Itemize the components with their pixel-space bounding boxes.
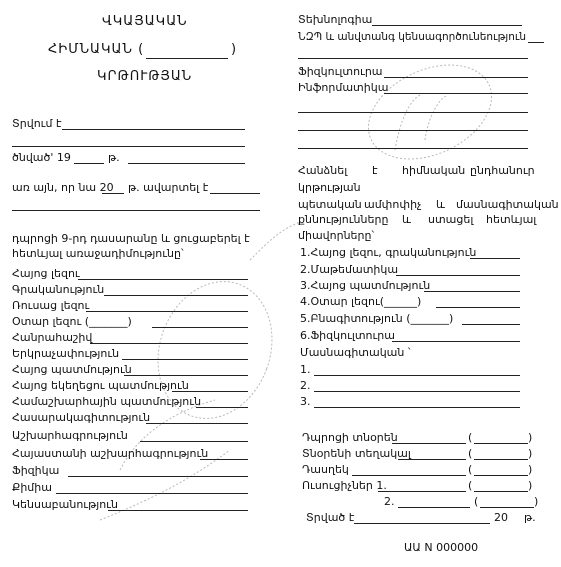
specialized-1: 1.	[300, 363, 311, 376]
exam-text-3c: և	[436, 198, 445, 211]
teacher-2-name-line	[480, 507, 534, 508]
title-line-3: ԿՐԹՈՒԹՅԱՆ	[97, 69, 193, 84]
exam-3: 3.Հայոց պատմություն	[300, 279, 431, 292]
exam-6-line	[392, 341, 520, 342]
subject-left-2: Գրականություն	[12, 283, 105, 296]
subject-left-4-line	[152, 327, 248, 328]
specialized-3-line	[314, 407, 520, 408]
exam-text-5: միավորները՝	[298, 229, 375, 242]
subject-left-15: Կենսաբանություն	[12, 498, 118, 511]
subject-left-8: Հայոց եկեղեցու պատմություն	[12, 379, 189, 392]
exam-text-3d: մասնագիտական	[456, 198, 559, 211]
exam-2-line	[396, 275, 520, 276]
born-year-suffix: թ.	[108, 151, 120, 164]
class-teacher-name-line	[474, 475, 528, 476]
teacher-1-line	[378, 491, 466, 492]
subject-left-11: Աշխարհագրություն	[12, 429, 128, 442]
exam-text-1c: հիմնական	[402, 164, 466, 177]
exam-text-4a: քննությունները	[298, 213, 389, 226]
title-line-2-suffix: )	[231, 42, 238, 57]
subject-right-4: Ինֆորմատիկա	[298, 81, 389, 94]
class-teacher-label: Դասղեկ	[302, 463, 349, 476]
director-label: Դպրոցի տնօրեն	[302, 431, 398, 444]
exam-4-line	[436, 307, 520, 308]
exam-1-line	[470, 258, 520, 259]
subject-left-6: Երկրաչափություն	[12, 347, 120, 360]
subject-right-2: ՆԶՊ և անվտանգ կենսագործունեություն	[298, 31, 527, 43]
subject-left-14-line	[56, 493, 248, 494]
subject-left-13: Ֆիզիկա	[12, 464, 60, 477]
school-name-line	[12, 210, 260, 211]
subject-left-4: Օտար լեզու (_______)	[12, 315, 132, 328]
issued-year-suffix: թ.	[524, 511, 536, 524]
deputy-paren-open: (	[468, 447, 473, 460]
results-intro-2: հետևյալ առաջադիմությունը՝	[12, 247, 184, 260]
subject-left-3-line	[86, 311, 248, 312]
specialized-2-line	[314, 391, 520, 392]
serial-number: ԱԱ N 000000	[404, 541, 479, 554]
subject-left-1-line	[78, 279, 248, 280]
subject-right-2-line-2	[298, 58, 528, 59]
finished-year-line	[102, 193, 124, 194]
finished-label: առ այն, որ նա 20	[12, 181, 114, 194]
subject-left-6-line	[122, 359, 248, 360]
born-label: ծնված' 19	[12, 151, 71, 164]
subject-left-1: Հայոց լեզու	[12, 267, 80, 280]
extra-subject-line-3	[298, 148, 528, 149]
issued-year-prefix: 20	[494, 511, 508, 524]
subject-left-10-line	[146, 423, 248, 424]
teacher-2-paren-open: (	[474, 495, 479, 508]
teacher-1-paren-close: )	[528, 479, 533, 492]
subject-left-15-line	[108, 510, 248, 511]
issued-to-line-2	[12, 146, 245, 147]
teachers-label: Ուսուցիչներ 1.	[302, 479, 387, 492]
born-line-end	[128, 163, 245, 164]
teacher-1-paren-open: (	[468, 479, 473, 492]
director-paren-open: (	[468, 431, 473, 444]
finished-line-end	[210, 193, 260, 194]
director-name-line	[474, 443, 528, 444]
class-teacher-paren-open: (	[468, 463, 473, 476]
specialized-2: 2.	[300, 379, 311, 392]
extra-subject-line-2	[298, 130, 528, 131]
issued-to-label: Տրվում է	[12, 117, 62, 130]
title-line-1: ՎԿԱՅԱԿԱՆ	[102, 14, 188, 29]
deputy-paren-close: )	[528, 447, 533, 460]
deputy-label: Տնօրենի տեղակալ	[302, 447, 411, 460]
subject-right-1-line	[372, 25, 522, 26]
teachers-second: 2.	[384, 495, 395, 508]
exam-text-4c: ստացել	[428, 213, 474, 226]
subject-left-2-line	[104, 295, 248, 296]
subject-left-7-line	[124, 375, 248, 376]
subject-left-3: Ռուսաց լեզու	[12, 299, 90, 312]
exam-text-1d: ընդհանուր	[470, 164, 535, 177]
subject-left-13-line	[68, 476, 248, 477]
title-line-2-prefix: ՀԻՄՆԱԿԱՆ (	[48, 42, 145, 57]
teacher-2-paren-close: )	[534, 495, 539, 508]
exam-5: 5.Բնագիտություն (_______)	[300, 312, 454, 325]
subject-left-7: Հայոց պատմություն	[12, 363, 132, 376]
subject-left-5: Հանրահաշիվ	[12, 331, 93, 344]
specialized-1-line	[314, 375, 520, 376]
exam-6: 6.Ֆիզկուլտուրա	[300, 329, 395, 342]
exam-text-4d: հետևյալ	[486, 213, 537, 226]
subject-left-10: Հասարակագիտություն	[12, 411, 151, 424]
deputy-name-line	[474, 459, 528, 460]
exam-1: 1.Հայոց լեզու, գրականություն	[300, 246, 477, 259]
subject-left-9-line	[196, 407, 248, 408]
subject-left-11-line	[140, 441, 248, 442]
subject-left-12-line	[200, 459, 248, 460]
exam-3-line	[424, 291, 520, 292]
specialized-label: Մասնագիտական ՝	[300, 346, 411, 359]
director-line	[392, 443, 466, 444]
exam-text-3a: պետական	[298, 198, 362, 211]
extra-subject-line-1	[298, 112, 528, 113]
exam-text-3b: ամփոփիչ	[364, 198, 422, 211]
subject-left-12: Հայաստանի աշխարհագրություն	[12, 447, 209, 460]
exam-text-4b: և	[402, 213, 411, 226]
class-teacher-paren-close: )	[528, 463, 533, 476]
born-year-line	[74, 163, 104, 164]
exam-4: 4.Օտար լեզու(______)	[300, 295, 422, 308]
subject-left-9: Համաշխարհային պատմություն	[12, 395, 202, 408]
subject-left-5-line	[90, 343, 248, 344]
issued-date-line	[354, 523, 490, 524]
subject-left-14: Քիմիա	[12, 481, 52, 494]
subject-right-4-line	[384, 93, 528, 94]
director-paren-close: )	[528, 431, 533, 444]
teacher-1-name-line	[474, 491, 528, 492]
subject-right-2-line	[528, 42, 544, 43]
subject-right-3: Ֆիզկուլտուրա	[298, 65, 383, 78]
results-intro-1: դպրոցի 9-րդ դասարանը և ցուցաբերել է	[12, 232, 250, 245]
exam-text-2: կրթության	[298, 181, 361, 194]
class-teacher-line	[352, 475, 466, 476]
exam-2: 2.Մաթեմատիկա	[300, 263, 399, 276]
exam-text-1a: Հանձնել	[298, 164, 348, 177]
subject-left-8-line	[172, 391, 248, 392]
exam-5-line	[462, 324, 520, 325]
subject-right-1: Տեխնոլոգիա	[298, 13, 373, 26]
specialized-3: 3.	[300, 395, 311, 408]
deputy-line	[398, 459, 466, 460]
education-type-line	[146, 58, 228, 59]
exam-text-1b: է	[372, 164, 378, 177]
subject-right-3-line	[384, 77, 528, 78]
teacher-2-line	[398, 507, 470, 508]
finished-suffix: թ. ավարտել է	[128, 181, 209, 194]
issued-date-label: Տրված է	[306, 511, 355, 524]
issued-to-line	[62, 129, 245, 130]
